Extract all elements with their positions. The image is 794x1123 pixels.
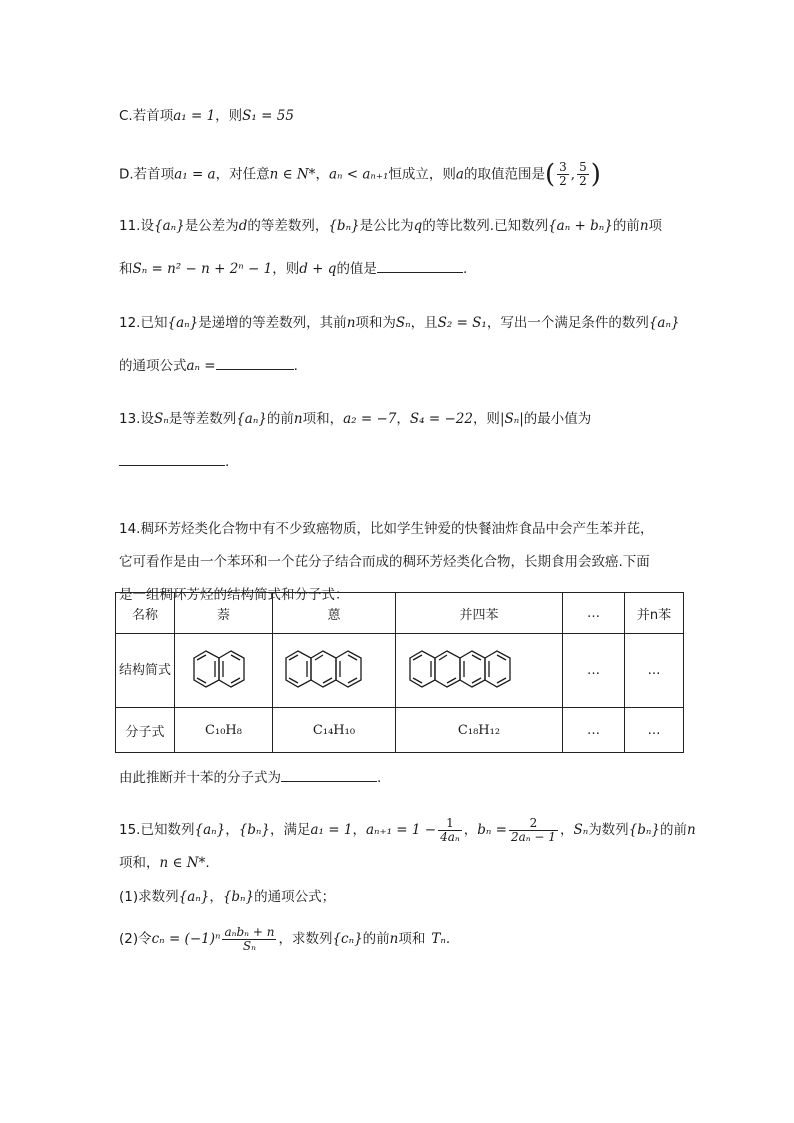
text: . [462,261,468,277]
text: 项 [648,218,663,234]
text: . [225,454,230,470]
question-13 [119,409,591,429]
text: . [205,855,210,871]
math: aₙ₊₁ = 1 − [365,822,437,838]
table-cell: … [563,708,625,753]
math: n [293,411,303,427]
text: ， [225,822,239,838]
text: 是递增的等差数列，其前 [198,315,347,331]
paren: ) [590,159,601,190]
math: {bₙ} [222,889,255,905]
text: 的前 [266,411,294,427]
math: aₙ < aₙ₊₁ [328,166,389,183]
math: n ∈ N* [269,166,316,183]
text: aₙbₙ + n [224,924,275,939]
text: ，满足 [269,822,311,838]
tetracene-structure [396,634,563,708]
text: 由此推断并十苯的分子式为 [119,770,281,786]
math: {aₙ} [153,218,185,234]
text: 是公差为 [184,218,239,234]
text: 的等差数列， [247,218,329,234]
text: 项和为 [355,315,396,331]
math: S₄ = −22 [409,411,473,427]
text: 的前 [362,931,390,947]
text: . [293,358,298,374]
math: aₙ = [186,358,216,374]
table-formula-row [116,708,684,753]
math: Sₙ [573,822,589,838]
fraction [577,161,589,188]
question-14-line1: 14.稠环芳烃类化合物中有不少致癌物质，比如学生钟爱的快餐油炸食品中会产生苯并芘， [119,521,654,537]
text: (1)求数列 [119,889,179,905]
math: {cₙ} [332,931,363,947]
text: Sₙ [242,938,256,953]
text: 的等比数列.已知数列 [422,218,549,234]
math: a₁ = 1 [173,108,216,124]
table-header: 蒽 [273,593,396,634]
table-header-row [116,593,684,634]
math: Sₙ [395,315,411,331]
text: 2 [509,817,558,831]
hydrocarbon-table [115,592,684,753]
answer-blank[interactable] [119,451,225,466]
text: ， [463,822,478,838]
row-label: 结构简式 [116,634,175,708]
math: a₂ = −7 [343,411,397,427]
text: 2aₙ − 1 [510,829,556,844]
question-14-answer [119,767,381,788]
math: {aₙ} [194,822,226,838]
formula-naphthalene: C₁₀H₈ [175,708,273,753]
fraction [438,817,462,844]
text: ， [396,411,410,427]
text: . [377,770,382,786]
question-15 [119,812,696,848]
row-label: 分子式 [116,708,175,753]
anthracene-structure-icon [280,647,388,691]
math: {aₙ} [236,411,267,427]
text: 的取值范围是 [463,166,545,183]
question-12 [119,313,680,333]
question-15-part1 [119,887,335,907]
math: n ∈ N* [159,855,206,871]
text: 3 [559,160,567,174]
table-cell: … [563,634,625,708]
fraction [222,926,276,953]
text: 的通项公式； [254,889,336,905]
naphthalene-structure-icon [186,647,262,691]
math: {aₙ + bₙ} [548,218,613,234]
text: 2 [579,174,587,188]
table-header: 名称 [116,593,175,634]
math: S₁ = 55 [242,108,294,124]
math: Tₙ [431,931,446,947]
text: 的前 [612,218,640,234]
text: 是等差数列 [168,411,237,427]
text: ，则 [472,411,500,427]
math: {bₙ} [628,822,660,838]
math: n [639,218,649,234]
formula-tetracene: C₁₈H₁₂ [396,708,563,753]
text: 的前 [659,822,687,838]
text: 恒成立，则 [388,166,456,183]
math: q [413,218,423,234]
math: {aₙ} [167,315,199,331]
text: ， [559,822,574,838]
text: ， [352,822,366,838]
text: ，写出一个满足条件的数列 [486,315,649,331]
text: 4aₙ [440,829,460,844]
formula-anthracene: C₁₄H₁₀ [273,708,396,753]
math: {aₙ} [648,315,680,331]
text: 的值是 [336,261,377,277]
text: 是公比为 [359,218,414,234]
text: 的最小值为 [523,411,592,427]
text: 11.设 [119,218,154,234]
table-cell: … [625,708,684,753]
table-header: … [563,593,625,634]
table-header [625,593,684,634]
math: Sₙ = n² − n + 2ⁿ − 1 [132,261,273,277]
anthracene-structure [273,634,396,708]
text: ，则 [215,108,243,124]
table-structure-row [116,634,684,708]
math: cₙ = (−1)ⁿ [151,931,221,947]
text: 2 [559,174,567,188]
question-12-cont [119,355,298,376]
text: 15.已知数列 [119,822,195,838]
answer-blank[interactable] [216,355,294,370]
text: D.若首项 [119,166,175,183]
fraction [509,817,558,844]
text: 项和 [398,931,426,947]
math: Sₙ [153,411,169,427]
math: n [686,822,696,838]
text: C.若首项 [119,108,174,124]
math: {aₙ} [178,889,210,905]
option-d [119,161,601,188]
text: 1 [438,817,462,831]
text: 13.设 [119,411,154,427]
text: 5 [579,160,587,174]
math: n [346,315,356,331]
math: n [389,931,399,947]
text: 项和， [302,411,344,427]
answer-blank[interactable] [281,767,377,782]
math: |Sₙ| [499,411,524,427]
text: 的通项公式 [119,358,187,374]
tetracene-structure-icon [404,647,554,691]
question-14-line3: 是一组稠环芳烃的结构简式和分子式： [119,587,349,603]
question-15-part2 [119,921,450,957]
text: . [445,931,451,947]
question-15-cont [119,853,210,873]
math: {bₙ} [328,218,360,234]
math: d + q [299,261,337,277]
text: 为数列 [588,822,629,838]
answer-blank[interactable] [377,258,463,273]
text: ， [315,166,329,183]
math: bₙ = [477,822,507,838]
table-cell: … [625,634,684,708]
text: ，且 [410,315,438,331]
math: a₁ = a [174,166,216,183]
option-c [119,106,294,126]
question-13-blank [119,451,229,472]
text: ， [209,889,223,905]
text: 和 [119,261,133,277]
question-11 [119,216,662,236]
text: 项和， [119,855,160,871]
question-14-line2: 它可看作是由一个苯环和一个芘分子结合而成的稠环芳烃类化合物，长期食用会致癌.下面 [119,554,650,570]
paren: ( [544,159,556,190]
math-comma: , [570,166,576,183]
fraction [557,161,569,188]
text: ，对任意 [215,166,270,183]
text: ，则 [272,261,300,277]
question-11-cont [119,258,467,279]
math: d [238,218,248,234]
table-header-text: 并n苯 [636,607,672,623]
math: S₂ = S₁ [437,315,487,331]
naphthalene-structure [175,634,273,708]
table-header: 萘 [175,593,273,634]
math: a₁ = 1 [310,822,353,838]
table-header: 并四苯 [396,593,563,634]
math: {bₙ} [238,822,270,838]
text: (2)令 [119,931,152,947]
text: 12.已知 [119,315,168,331]
math: a [455,166,464,183]
text: ，求数列 [278,931,333,947]
